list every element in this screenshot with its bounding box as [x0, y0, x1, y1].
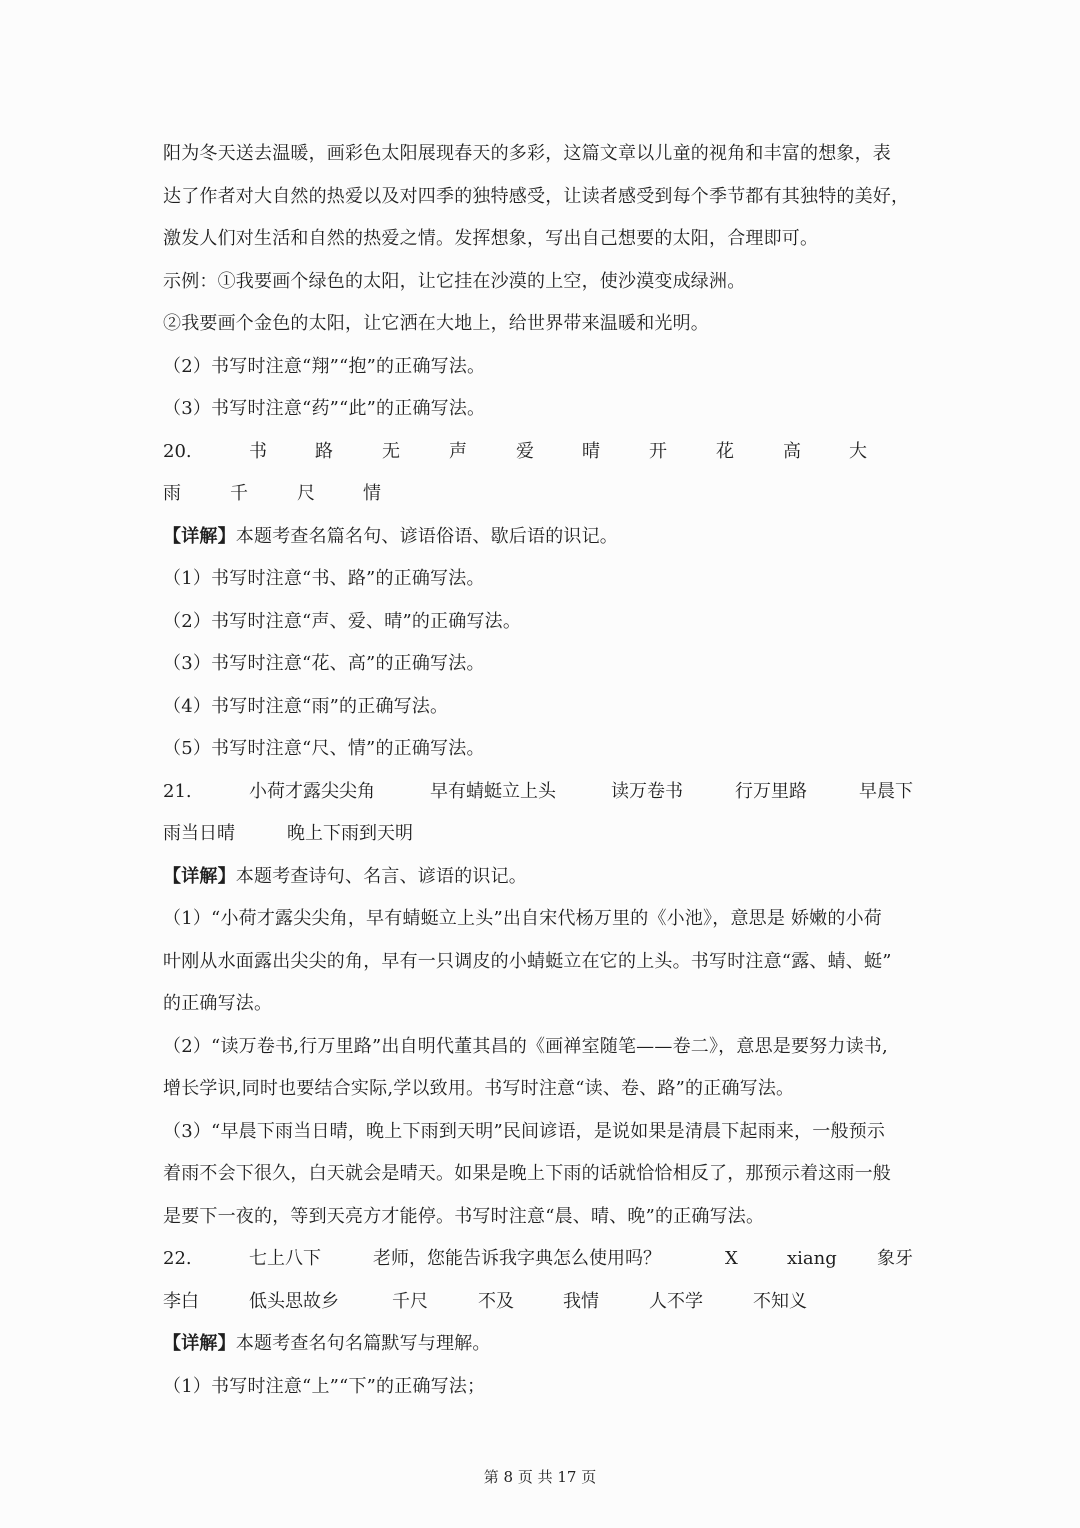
- text-line: （3）书写时注意“药”“此”的正确写法。: [163, 398, 486, 419]
- note-line: （2）书写时注意“声、爱、晴”的正确写法。: [163, 610, 522, 632]
- answer-item: 尺: [297, 483, 315, 504]
- question-number: 22.: [163, 1248, 192, 1269]
- q20-answer-row-1: [163, 431, 923, 474]
- text-line: （2）书写时注意“翔”“抱”的正确写法。: [163, 355, 486, 377]
- q22-detail: [163, 1323, 923, 1366]
- note-line: （1）书写时注意“上”“下”的正确写法；: [163, 1375, 486, 1397]
- answer-item: X: [725, 1248, 738, 1269]
- text-line: 示例：①我要画个绿色的太阳，让它挂在沙漠的上空，使沙漠变成绿洲。: [163, 270, 746, 292]
- answer-item: xiang: [787, 1248, 837, 1269]
- detail-text: 本题考查名篇名句、谚语俗语、歇后语的识记。: [235, 525, 619, 547]
- q21-answer-row-2: [163, 813, 923, 856]
- text-line: ②我要画个金色的太阳，让它洒在大地上，给世界带来温暖和光明。: [163, 313, 709, 334]
- answer-item: 李白: [163, 1290, 199, 1312]
- explain-line: 增长学识,同时也要结合实际,学以致用。书写时注意“读、卷、路”的正确写法。: [163, 1078, 795, 1099]
- note-line: （3）书写时注意“花、高”的正确写法。: [163, 653, 485, 674]
- answer-item: 雨当日晴: [163, 823, 235, 844]
- answer-item: 不知义: [753, 1290, 807, 1312]
- text-line: 阳为冬天送去温暖，画彩色太阳展现春天的多彩，这篇文章以儿童的视角和丰富的想象，表: [163, 143, 891, 164]
- detail-tag: 【详解】: [163, 865, 236, 887]
- answer-item: 七上八下: [249, 1248, 321, 1269]
- answer-item: 早晨下: [859, 780, 913, 802]
- page-footer: 第 8 页 共 17 页: [483, 1468, 597, 1486]
- answer-item: 路: [315, 440, 333, 462]
- question-number: 21.: [163, 780, 192, 802]
- detail-tag: 【详解】: [163, 525, 236, 547]
- detail-text: 本题考查诗句、名言、谚语的识记。: [235, 865, 528, 887]
- note-line: （4）书写时注意“雨”的正确写法。: [163, 695, 449, 717]
- explain-line: 叶刚从水面露出尖尖的角，早有一只调皮的小蜻蜓立在它的上头。书写时注意“露、蜻、蜓”: [163, 950, 892, 972]
- explain-line: （3）“早晨下雨当日晴，晚上下雨到天明”民间谚语，是说如果是清晨下起雨来，一般预示: [163, 1120, 886, 1142]
- explain-line: 的正确写法。: [163, 993, 273, 1014]
- answer-item: 读万卷书: [611, 780, 683, 802]
- answer-item: 老师，您能告诉我字典怎么使用吗？: [373, 1248, 661, 1269]
- answer-item: 我情: [563, 1290, 599, 1312]
- q20-detail: [163, 516, 923, 559]
- question-number: 20.: [163, 440, 192, 462]
- text-line: 激发人们对生活和自然的热爱之情。发挥想象，写出自己想要的太阳，合理即可。: [163, 228, 819, 249]
- answer-item: 千: [230, 483, 248, 504]
- q22-answer-row-1: [163, 1238, 923, 1281]
- q20-answer-row-2: [163, 473, 923, 516]
- q21-detail: [163, 856, 923, 899]
- answer-item: 雨: [163, 483, 181, 504]
- answer-item: 花: [716, 440, 734, 462]
- answer-item: 开: [649, 440, 667, 462]
- answer-item: 情: [363, 483, 381, 504]
- answer-item: 晚上下雨到天明: [287, 823, 413, 844]
- answer-item: 爱: [516, 440, 534, 462]
- explain-line: （2）“读万卷书,行万里路”出自明代董其昌的《画禅室随笔——卷二》，意思是要努力读书,: [163, 1035, 888, 1057]
- answer-item: 早有蜻蜓立上头: [430, 780, 556, 802]
- note-line: （1）书写时注意“书、路”的正确写法。: [163, 568, 485, 589]
- answer-item: 高: [783, 440, 801, 462]
- answer-item: 书: [249, 440, 267, 462]
- answer-item: 不及: [478, 1290, 514, 1312]
- explain-line: 是要下一夜的，等到天亮方才能停。书写时注意“晨、晴、晚”的正确写法。: [163, 1205, 765, 1227]
- answer-item: 低头思故乡: [249, 1290, 339, 1312]
- answer-item: 行万里路: [735, 780, 807, 802]
- detail-text: 本题考查名句名篇默写与理解。: [235, 1333, 491, 1354]
- answer-item: 晴: [582, 440, 600, 462]
- answer-item: 声: [449, 440, 467, 462]
- detail-tag: 【详解】: [163, 1333, 236, 1354]
- q21-answer-row-1: [163, 771, 923, 814]
- explain-line: （1）“小荷才露尖尖角，早有蜻蜓立上头”出自宋代杨万里的《小池》，意思是 娇嫩的小荷: [163, 908, 882, 929]
- page-content: [163, 133, 923, 1408]
- note-line: （5）书写时注意“尺、情”的正确写法。: [163, 738, 485, 759]
- q22-answer-row-2: [163, 1281, 923, 1324]
- answer-item: 人不学: [649, 1290, 703, 1312]
- explain-line: 着雨不会下很久，白天就会是晴天。如果是晚上下雨的话就恰恰相反了，那预示着这雨一般: [163, 1163, 891, 1184]
- answer-item: 大: [849, 440, 867, 462]
- text-line: 达了作者对大自然的热爱以及对四季的独特感受，让读者感受到每个季节都有其独特的美好，: [163, 185, 910, 207]
- answer-item: 千尺: [392, 1290, 428, 1312]
- answer-item: 无: [382, 440, 400, 462]
- answer-item: 小荷才露尖尖角: [249, 780, 375, 802]
- answer-item: 象牙: [877, 1248, 913, 1269]
